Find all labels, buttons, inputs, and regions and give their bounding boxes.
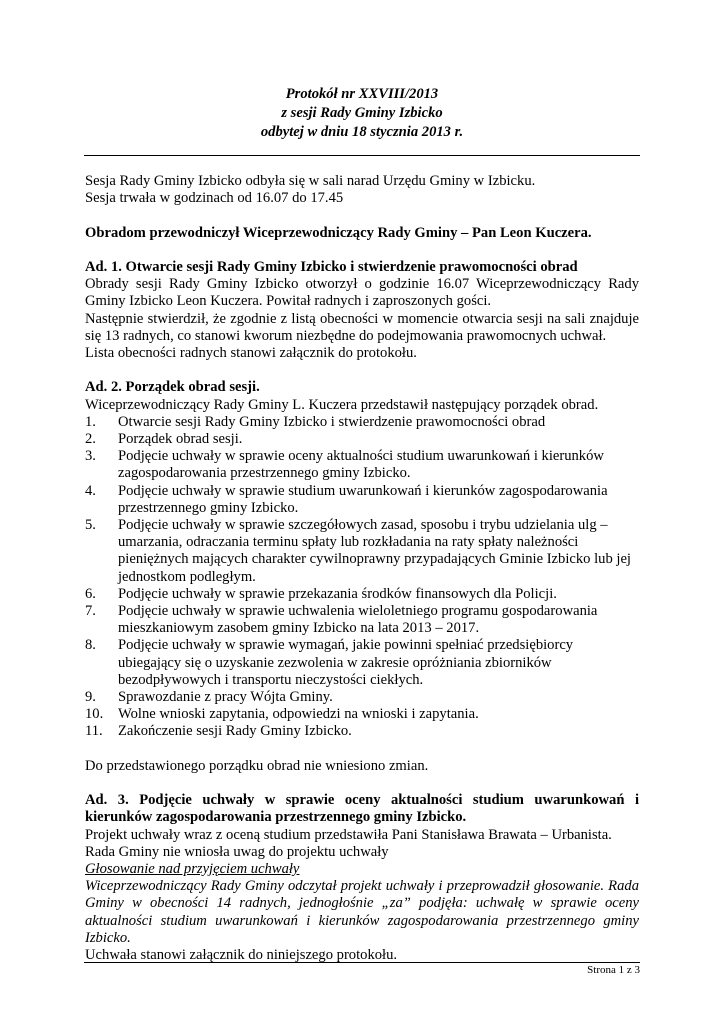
agenda-item-text: Wolne wnioski zapytania, odpowiedzi na wnioski i zapytania.	[118, 706, 479, 723]
header-divider	[84, 155, 640, 156]
agenda-item	[85, 637, 639, 689]
agenda-item	[85, 517, 639, 586]
agenda-note: Do przedstawionego porządku obrad nie wniesiono zmian.	[85, 757, 429, 774]
agenda-item-number: 2.	[85, 431, 96, 447]
agenda-item-number: 5.	[85, 517, 96, 534]
agenda-item-text: Podjęcie uchwały w sprawie szczegółowych zasad, sposobu i trybu udzielania ulg – umarzania, odraczania terminu spłaty lub rozkładania na raty spłaty należności pieniężnych mających charakter cywilnoprawny przypadających Gminie Izbicko lub jej jednostkom podległym.	[118, 517, 631, 585]
protocol-title	[0, 85, 724, 142]
agenda-item-text: Podjęcie uchwały w sprawie uchwalenia wieloletniego programu gospodarowania mieszkaniowym zasobem gminy Izbicko na lata 2013 – 2017.	[118, 603, 598, 637]
agenda-item-number: 4.	[85, 482, 96, 499]
agenda-item	[85, 414, 639, 431]
agenda-item-text: Porządek obrad sesji.	[118, 431, 243, 447]
agenda-item	[85, 586, 639, 603]
agenda-item-text: Otwarcie sesji Rady Gminy Izbicko i stwierdzenie prawomocności obrad	[118, 413, 546, 430]
agenda-item-number: 3.	[85, 448, 96, 465]
title-line-1: Protokół nr XXVIII/2013	[285, 86, 439, 102]
agenda-item-number: 10.	[85, 706, 104, 723]
page-number: Strona 1 z 3	[587, 964, 640, 976]
vote-heading: Głosowanie nad przyjęciem uchwały	[85, 861, 300, 878]
ad3-attachment: Uchwała stanowi załącznik do niniejszego protokołu.	[85, 947, 398, 964]
agenda-item-text: Podjęcie uchwały w sprawie wymagań, jakie powinni spełniać przedsiębiorcy ubiegający się o uzyskanie zezwolenia w zakresie opróżniania zbiorników bezodpływowych i transportu nieczystości ciekłych.	[118, 637, 574, 688]
ad1-paragraph-3: Lista obecności radnych stanowi załącznik do protokołu.	[85, 345, 417, 361]
intro-line-2: Sesja trwała w godzinach od 16.07 do 17.45	[85, 190, 344, 207]
agenda-item-text: Podjęcie uchwały w sprawie przekazania środków finansowych dla Policji.	[118, 585, 557, 602]
agenda-list	[85, 414, 639, 741]
agenda-item	[85, 706, 639, 723]
ad2-intro: Wiceprzewodniczący Rady Gminy L. Kuczera przedstawił następujący porządek obrad.	[85, 396, 599, 413]
agenda-item-number: 9.	[85, 689, 96, 706]
ad3-paragraph-1: Projekt uchwały wraz z oceną studium przedstawiła Pani Stanisława Brawata – Urbanista.	[85, 826, 612, 843]
agenda-item-text: Podjęcie uchwały w sprawie studium uwarunkowań i kierunków zagospodarowania przestrzennego gminy Izbicko.	[118, 482, 608, 516]
ad1-heading: Ad. 1. Otwarcie sesji Rady Gminy Izbicko i stwierdzenie prawomocności obrad	[85, 258, 578, 275]
agenda-item-number: 7.	[85, 603, 96, 620]
ad3-paragraph-2: Rada Gminy nie wniosła uwag do projektu uchwały	[85, 843, 389, 860]
agenda-item	[85, 483, 639, 517]
title-line-3: odbytej w dniu 18 stycznia 2013 r.	[260, 124, 464, 140]
chair-statement: Obradom przewodniczył Wiceprzewodniczący Rady Gminy – Pan Leon Kuczera.	[85, 224, 592, 241]
agenda-item	[85, 431, 639, 448]
ad3-heading: Ad. 3. Podjęcie uchwały w sprawie oceny aktualności studium uwarunkowań i kierunków zagospodarowania przestrzennego gminy Izbicko.	[85, 792, 639, 826]
document-body	[85, 173, 639, 964]
vote-text: Wiceprzewodniczący Rady Gminy odczytał projekt uchwały i przeprowadził głosowanie. Rada Gminy w obecności 14 radnych, jednogłośnie „za” podjęła: uchwałę w sprawie oceny aktualności studium uwarunkowań i kierunków zagospodarowania przestrzennego gminy Izbicko.	[85, 878, 639, 946]
agenda-item	[85, 723, 639, 740]
agenda-item-number: 8.	[85, 637, 96, 654]
agenda-item	[85, 689, 639, 706]
ad2-heading: Ad. 2. Porządek obrad sesji.	[85, 379, 260, 396]
agenda-item	[85, 603, 639, 637]
intro-line-1: Sesja Rady Gminy Izbicko odbyła się w sali narad Urzędu Gminy w Izbicku.	[85, 173, 536, 189]
agenda-item	[85, 448, 639, 482]
ad1-paragraph-1: Obrady sesji Rady Gminy Izbicko otworzył o godzinie 16.07 Wiceprzewodniczący Rady Gminy Izbicko Leon Kuczera. Powitał radnych i zaproszonych gości.	[85, 276, 639, 310]
agenda-item-text: Zakończenie sesji Rady Gminy Izbicko.	[118, 723, 352, 740]
agenda-item-number: 11.	[85, 723, 103, 740]
agenda-item-number: 1.	[85, 413, 96, 430]
footer-divider	[84, 962, 640, 963]
agenda-item-text: Sprawozdanie z pracy Wójta Gminy.	[118, 689, 333, 706]
ad1-paragraph-2: Następnie stwierdził, że zgodnie z listą obecności w momencie otwarcia sesji na sali znajduje się 13 radnych, co stanowi kworum niezbędne do podejmowania prawomocnych uchwał.	[85, 310, 639, 344]
agenda-item-number: 6.	[85, 585, 96, 602]
title-line-2: z sesji Rady Gminy Izbicko	[281, 105, 443, 121]
agenda-item-text: Podjęcie uchwały w sprawie oceny aktualności studium uwarunkowań i kierunków zagospodarowania przestrzennego gminy Izbicko.	[118, 448, 604, 482]
